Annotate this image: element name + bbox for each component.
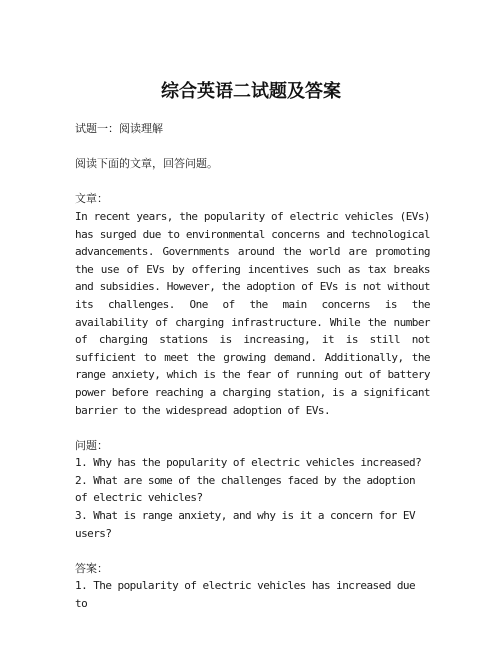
article-paragraph: In recent years, the popularity of electric vehicles (EVs) has surged due to environmental concerns and technological advancements. Governments around the world are promoting the use of EVs by offering incentives such as tax breaks and subsidies. However, the adoption of EVs is not without its challenges. One of the main concerns is the availability of charging infrastructure. While the number of charging stations is increasing, it is still not sufficient to meet the growing demand. Additionally, the range anxiety, which is the fear of running out of battery power before reaching a charging station, is a significant barrier to the widespread adoption of EVs. — [75, 209, 430, 417]
instruction-text: 阅读下面的文章，回答问题。 — [75, 157, 218, 171]
article-label: 文章： — [75, 192, 108, 206]
question-item: 1. Why has the popularity of electric vehicles increased? — [75, 456, 422, 470]
spacer — [75, 173, 430, 191]
question-item: 2. What are some of the challenges faced by the adoption of electric vehicles? — [75, 473, 416, 505]
question-item: 3. What is range anxiety, and why is it a concern for EV users? — [75, 509, 416, 540]
document-title: 综合英语二试题及答案 — [161, 81, 341, 102]
spacer — [75, 138, 430, 156]
section-title: 试题一：阅读理解 — [75, 122, 163, 135]
questions-label: 问题： — [75, 438, 108, 452]
document-body — [75, 120, 430, 613]
answers-label: 答案： — [75, 561, 108, 575]
answer-item: 1. The popularity of electric vehicles has increased due to — [75, 579, 416, 611]
spacer — [75, 542, 430, 560]
spacer — [75, 419, 430, 437]
